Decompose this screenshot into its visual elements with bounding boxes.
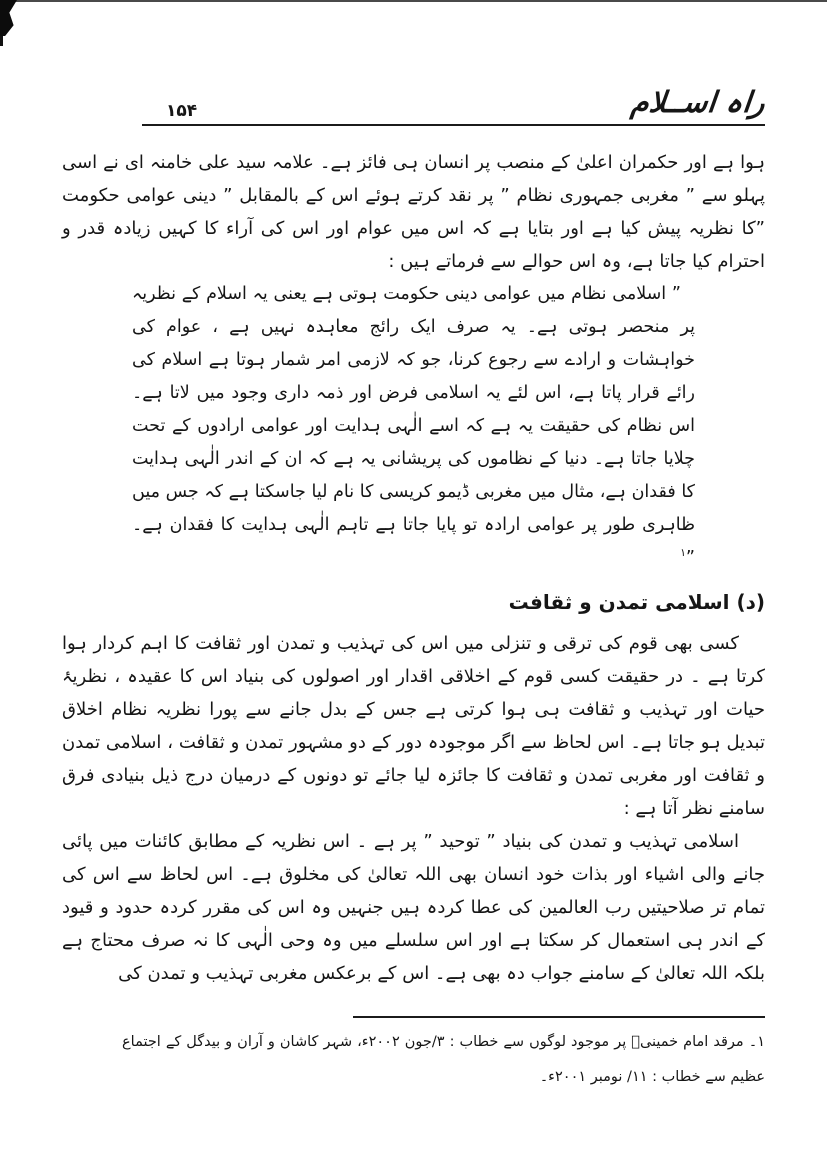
footnotes-section — [62, 1016, 765, 1095]
footnote-1 — [62, 1025, 765, 1095]
quote-text: ” اسلامی نظام میں عوامی دینی حکومت ہوتی ہے یعنی یہ اسلام کے نظریہ پر منحصر ہوتی ہے۔ یہ صرف ایک رائج معاہدہ نہیں ہے ، عوام کی خواہشات و ارادے سے رجوع کرنا، جو کہ لازمی امر شمار ہوتا ہے اسلام کی رائے قرار پاتا ہے، اس لئے یہ اسلامی فرض اور ذمہ داری وجود میں لاتا ہے۔ اس نظام کی حقیقت یہ ہے کہ اسے الٰہی ہدایت اور عوامی ارادوں کے تحت چلایا جاتا ہے۔ دنیا کے نظاموں کی پریشانی یہ ہے کہ ان کے اندر الٰہی ہدایت کا فقدان ہے، مثال میں مغربی ڈیمو کریسی کا نام لیا جاسکتا ہے کہ جس میں ظاہری طور پر عوامی ارادہ تو پایا جاتا ہے تاہم الٰہی ہدایت کا فقدان ہے۔ ” — [132, 284, 695, 568]
quote-block — [132, 278, 695, 575]
header-rule — [142, 124, 765, 126]
book-title: راہ اســلام — [629, 85, 767, 119]
footnote-reference: ۱ — [680, 547, 686, 560]
page-body — [62, 146, 765, 990]
section-heading: (د) اسلامی تمدن و ثقافت — [508, 590, 765, 614]
page-number: ۱۵۴ — [166, 101, 198, 121]
paragraph-3: اسلامی تہذیب و تمدن کی بنیاد ” توحید ” پر ہے ۔ اس نظریہ کے مطابق کائنات میں پائی جانے والی اشیاء اور بذات خود انسان بھی اللہ تعالیٰ کی مخلوق ہے۔ اس لحاظ سے اس کی تمام تر صلاحیتیں رب العالمین کی عطا کردہ ہیں جنہیں وہ اس کی مقرر کردہ حدود و قیود کے اندر ہی استعمال کر سکتا ہے اور اس سلسلے میں وہ وحی الٰہی کا نہ صرف محتاج ہے بلکہ اللہ تعالیٰ کے سامنے جواب دہ بھی ہے۔ اس کے برعکس مغربی تہذیب و تمدن کی — [62, 831, 765, 984]
footnote-marker: ۱۔ — [748, 1034, 765, 1050]
footnote-text: مرقد امام خمینیؒ پر موجود لوگوں سے خطاب : ۳/جون ۲۰۰۲ء، شہر کاشان و آران و بیدگل کے اجتماع عظیم سے خطاب : ۱۱/ نومبر ۲۰۰۱ء۔ — [122, 1034, 765, 1085]
paragraph-1: ہوا ہے اور حکمران اعلیٰ کے منصب پر انسان ہی فائز ہے۔ علامہ سید علی خامنہ ای نے اسی پہلو سے ” مغربی جمہوری نظام ” پر نقد کرتے ہوئے اس کے بالمقابل ” دینی عوامی حکومت ”کا نظریہ پیش کیا ہے اور بتایا ہے کہ اس میں عوام اور اس کی آراء کا کہیں زیادہ قدر و احترام کیا جاتا ہے، وہ اس حوالے سے فرماتے ہیں : — [62, 152, 765, 272]
footnote-separator-rule — [353, 1016, 765, 1018]
page-header — [62, 85, 767, 122]
paragraph-2: کسی بھی قوم کی ترقی و تنزلی میں اس کی تہذیب و تمدن اور ثقافت کا اہم کردار ہوا کرتا ہے ۔ در حقیقت کسی قوم کے اخلاقی اقدار اور اصولوں کی بنیاد اس کا عقیدہ ، نظریۂ حیات اور تہذیب و ثقافت ہی ہوا کرتی ہے جس کے بدل جانے سے پورا نظریہ نظام اخلاق تبدیل ہو جاتا ہے۔ اس لحاظ سے اگر موجودہ دور کے دو مشہور تمدن و ثقافت ، اسلامی تمدن و ثقافت اور مغربی تمدن و ثقافت کا جائزہ لیا جائے تو دونوں کے درمیان درج ذیل بنیادی فرق سامنے نظر آتا ہے : — [62, 633, 765, 819]
